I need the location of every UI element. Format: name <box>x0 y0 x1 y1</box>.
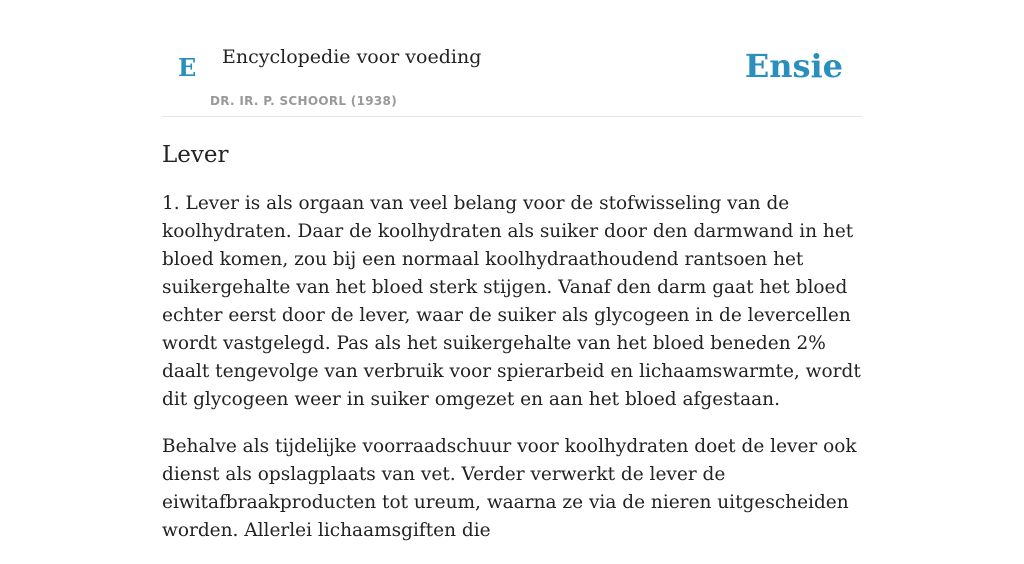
site-header <box>162 0 862 117</box>
brand-logo[interactable]: Ensie <box>744 47 843 85</box>
article-paragraph: 1. Lever is als orgaan van veel belang voor de stofwisseling van de koolhydraten. Daar de koolhydraten als suiker door den darmwand in het bloed komen, zou bij een normaal koolhydraathoudend rantsoen het suikergehalte van het bloed sterk stijgen. Vanaf den darm gaat het bloed echter eerst door de lever, waar de suiker als glycogeen in de levercellen wordt vastgelegd. Pas als het suikergehalte van het bloed beneden 2% daalt tengevolge van verbruik voor spierarbeid en lichaamswarmte, wordt dit glycogeen weer in suiker omgezet en aan het bloed afgestaan. <box>162 193 861 410</box>
book-author: DR. IR. P. SCHOORL (1938) <box>210 94 397 108</box>
article-paragraph: Behalve als tijdelijke voorraadschuur voor koolhydraten doet de lever ook dienst als opslagplaats van vet. Verder verwerkt de lever de eiwitafbraakproducten tot ureum, waarna ze via de nieren uitgescheiden worden. Allerlei lichaamsgiften die <box>162 436 857 541</box>
article <box>162 138 862 564</box>
article-title: Lever <box>162 142 229 168</box>
site-logo[interactable]: E <box>178 53 197 82</box>
book-title[interactable]: Encyclopedie voor voeding <box>222 46 482 68</box>
